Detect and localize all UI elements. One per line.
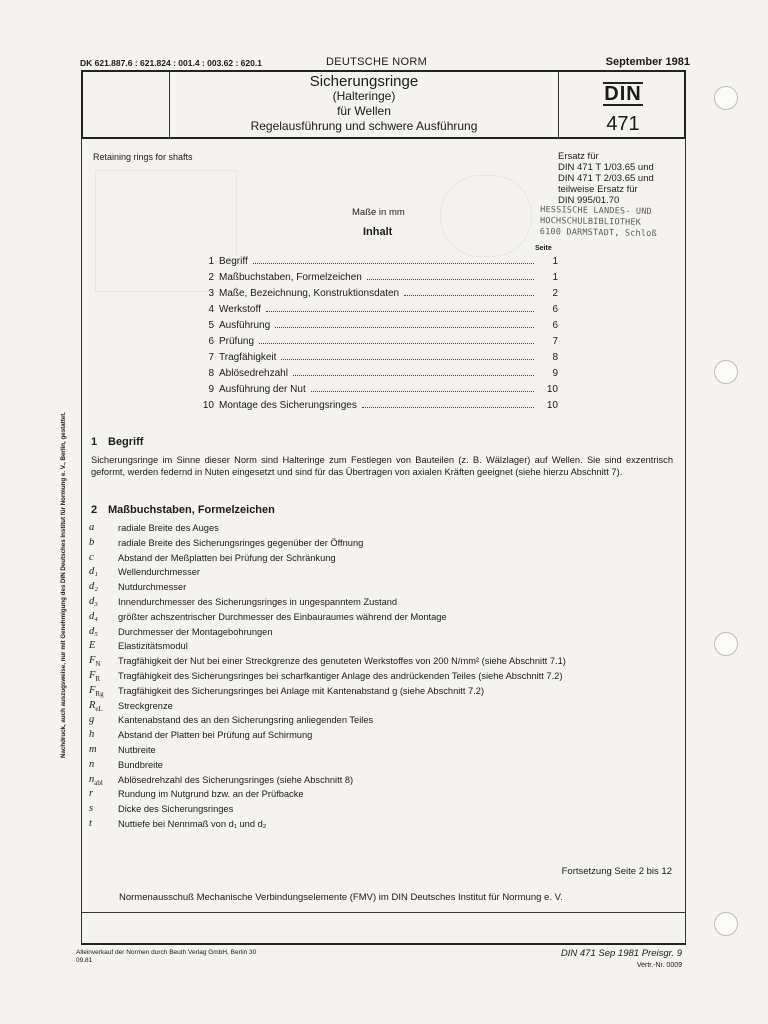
- symbol: s: [89, 803, 94, 815]
- symbol: $F_R$: [89, 669, 101, 684]
- symbol: $F_N$: [89, 655, 101, 669]
- toc-entry: [196, 368, 558, 384]
- section-title: Maßbuchstaben, Formelzeichen: [108, 504, 275, 516]
- replacement-note: [558, 151, 654, 206]
- toc-page: 8: [552, 352, 558, 363]
- replacement-line: DIN 995/01.70: [558, 195, 620, 206]
- symbol: d₄: [89, 610, 98, 622]
- symbol: h: [89, 729, 95, 741]
- subtitle-1: (Halteringe): [332, 89, 396, 103]
- replacement-line: DIN 471 T 1/03.65 und: [558, 162, 654, 173]
- vertr-number: Vertr.-Nr. 0009: [636, 962, 682, 969]
- toc-heading: Inhalt: [363, 226, 393, 238]
- symbol-entry: [89, 655, 669, 670]
- symbol-description: Abstand der Platten bei Prüfung auf Schirmung: [118, 730, 313, 741]
- stamp-line: HOCHSCHULBIBLIOTHEK: [539, 215, 642, 228]
- symbol-entry: [89, 640, 669, 655]
- symbol-entry: [89, 803, 669, 818]
- replacement-line: teilweise Ersatz für: [558, 184, 638, 195]
- sales-note: [76, 949, 256, 965]
- section-2-heading: [91, 504, 275, 516]
- toc-page: 1: [552, 272, 558, 283]
- symbol-entry: [89, 552, 669, 567]
- toc-page: 6: [552, 320, 558, 331]
- toc-title: Ausführung der Nut: [219, 384, 309, 395]
- toc-entry: [196, 400, 558, 416]
- toc-title: Ausführung: [219, 320, 273, 331]
- symbol-description: Tragfähigkeit der Nut bei einer Streckgrenze des genuteten Werkstoffes von 200 N/mm² (siehe Abschnitt 7.1): [118, 656, 566, 667]
- symbol-entry: [89, 744, 669, 759]
- symbol-description: Abstand der Meßplatten bei Prüfung der Schränkung: [118, 552, 336, 563]
- toc-title: Ablösedrehzahl: [219, 368, 291, 379]
- toc-number: 5: [208, 320, 214, 331]
- symbol-description: größter achszentrischer Durchmesser des Einbauraumes während der Montage: [118, 611, 447, 622]
- symbol: $n_{abl}$: [89, 773, 103, 787]
- symbol-description: Elastizitätsmodul: [118, 641, 188, 652]
- toc-entry: [196, 384, 558, 400]
- symbol: a: [89, 522, 95, 533]
- toc-leader-dots: [259, 343, 534, 344]
- stamp-line: 6100 DARMSTADT, Schloß: [539, 226, 657, 240]
- din-logo-text: DIN: [604, 83, 642, 105]
- reprint-notice: [60, 298, 70, 758]
- symbol: n: [89, 758, 95, 770]
- symbol-description: radiale Breite des Sicherungsringes gegenüber der Öffnung: [118, 537, 364, 548]
- symbol: $R_{eL}$: [89, 699, 103, 713]
- replacement-line: DIN 471 T 2/03.65 und: [558, 173, 654, 184]
- din-number: 471: [606, 113, 640, 135]
- symbol-description: Nutbreite: [118, 744, 156, 755]
- toc-number: 3: [208, 288, 214, 299]
- toc-leader-dots: [293, 375, 534, 376]
- symbol-description: Nutdurchmesser: [118, 582, 187, 593]
- dk-classification: DK 621.887.6 : 621.824 : 001.4 : 003.62 : 620.1: [80, 58, 262, 68]
- symbol-entry: [89, 537, 669, 552]
- toc-leader-dots: [281, 359, 534, 360]
- top-line: [80, 56, 690, 70]
- toc-page: 6: [552, 304, 558, 315]
- symbol-entry: [89, 670, 669, 685]
- toc-number: 7: [208, 352, 214, 363]
- units-note: Maße in mm: [352, 207, 405, 218]
- toc-number: 4: [208, 304, 214, 315]
- committee-line: Normenausschuß Mechanische Verbindungselemente (FMV) im DIN Deutsches Institut für Normung e. V.: [119, 892, 563, 903]
- toc-title: Tragfähigkeit: [219, 352, 279, 363]
- symbol-description: Wellendurchmesser: [118, 567, 200, 578]
- symbol: c: [89, 551, 94, 563]
- toc-entry: [196, 336, 558, 352]
- symbol-entry: [89, 685, 669, 700]
- stamp-line: HESSISCHE LANDES- UND: [540, 204, 652, 217]
- toc-number: 8: [208, 368, 214, 379]
- sales-line: Alleinverkauf der Normen durch Beuth Verlag GmbH, Berlin 30: [76, 949, 257, 956]
- toc-entry: [196, 304, 558, 320]
- toc-entry: [196, 272, 558, 288]
- symbol-entry: [89, 581, 669, 596]
- symbol: d₁: [89, 566, 98, 578]
- toc-title: Maße, Bezeichnung, Konstruktionsdaten: [219, 288, 402, 299]
- symbol: g: [89, 714, 95, 726]
- footer-frame: [81, 913, 686, 945]
- toc-leader-dots: [311, 391, 534, 392]
- symbol: m: [89, 743, 97, 755]
- punch-hole: [714, 912, 738, 936]
- punch-hole: [714, 632, 738, 656]
- symbol-entry: [89, 596, 669, 611]
- toc-leader-dots: [404, 295, 534, 296]
- symbol-entry: [89, 818, 669, 833]
- symbol-description: Streckgrenze: [118, 700, 173, 711]
- symbol: E: [89, 640, 96, 652]
- document-title: [171, 74, 557, 134]
- symbol-description: Ablösedrehzahl des Sicherungsringes (siehe Abschnitt 8): [118, 774, 354, 785]
- symbol-description: Tragfähigkeit des Sicherungsringes bei scharfkantiger Anlage des andrückenden Teiles (siehe Abschnitt 7.2): [118, 670, 563, 681]
- symbol-description: Innendurchmesser des Sicherungsringes in ungespanntem Zustand: [118, 596, 398, 607]
- symbol-description: Dicke des Sicherungsringes: [118, 804, 234, 815]
- toc-title: Werkstoff: [219, 304, 264, 315]
- symbol-entry: [89, 700, 669, 715]
- toc-entry: [196, 256, 558, 272]
- symbol-description: Nuttiefe bei Nennmaß von d₁ und d₂: [118, 818, 267, 829]
- section-1-heading: [91, 436, 143, 448]
- reprint-notice-text: Nachdruck, auch auszugsweise, nur mit Genehmigung des DIN Deutsches Institut für Normung e. V., Berlin, gestattet.: [60, 412, 67, 758]
- section-1-text: Sicherungsringe im Sinne dieser Norm sind Halteringe zum Festlegen von Bauteilen (z. B. Wälzlager) auf Wellen. Sie sind exzentrisch geformt, werden federnd in Nuten eingesetzt und sind für das Übertragen von axialen Kräften geeignet (siehe hierzu Abschnitt 7).: [91, 455, 673, 477]
- toc-entry: [196, 320, 558, 336]
- title-box: [81, 70, 686, 139]
- symbol: t: [89, 817, 92, 829]
- symbol-entry: [89, 788, 669, 803]
- symbol-entry: [89, 566, 669, 581]
- toc-page: 1: [552, 256, 558, 267]
- toc-page-label: Seite: [535, 245, 552, 252]
- symbol-list: [89, 522, 669, 833]
- library-stamp: [540, 205, 658, 240]
- toc-page: 10: [546, 384, 558, 395]
- symbol-description: Rundung im Nutgrund bzw. an der Prüfbacke: [118, 789, 304, 800]
- toc-entry: [196, 352, 558, 368]
- section-number: 2: [91, 504, 98, 516]
- toc-page: 7: [552, 336, 558, 347]
- toc-leader-dots: [362, 407, 534, 408]
- toc-page: 2: [552, 288, 558, 299]
- symbol: d₅: [89, 625, 98, 637]
- symbol-description: Bundbreite: [118, 759, 163, 770]
- symbol: d₂: [89, 581, 98, 593]
- symbol-description: Kantenabstand des an den Sicherungsring anliegenden Teiles: [118, 715, 374, 726]
- replacement-line: Ersatz für: [558, 151, 599, 162]
- section-number: 1: [91, 436, 98, 448]
- symbol: r: [89, 788, 94, 800]
- toc-title: Prüfung: [219, 336, 257, 347]
- norm-label: DEUTSCHE NORM: [326, 56, 428, 68]
- toc-page: 9: [552, 368, 558, 379]
- symbol-description: Durchmesser der Montagebohrungen: [118, 626, 273, 637]
- publication-date: September 1981: [605, 56, 690, 68]
- english-title: Retaining rings for shafts: [93, 152, 193, 162]
- symbol-entry: [89, 522, 669, 537]
- symbol-entry: [89, 611, 669, 626]
- subtitle-3: Regelausführung und schwere Ausführung: [250, 119, 478, 133]
- toc-title: Montage des Sicherungsringes: [219, 400, 360, 411]
- toc-title: Maßbuchstaben, Formelzeichen: [219, 272, 365, 283]
- toc-entry: [196, 288, 558, 304]
- subtitle-2: für Wellen: [337, 104, 391, 118]
- title: Sicherungsringe: [309, 73, 419, 90]
- toc-number: 2: [208, 272, 214, 283]
- symbol-entry: [89, 714, 669, 729]
- din-logo: [603, 82, 643, 134]
- toc-leader-dots: [275, 327, 534, 328]
- symbol-description: Tragfähigkeit des Sicherungsringes bei Anlage mit Kantenabstand g (siehe Abschnitt 7.2): [118, 685, 485, 696]
- toc-number: 9: [208, 384, 214, 395]
- toc-number: 6: [208, 336, 214, 347]
- punch-hole: [714, 360, 738, 384]
- symbol: $F_{Rg}$: [89, 684, 104, 698]
- toc-leader-dots: [266, 311, 534, 312]
- toc-number: 1: [208, 256, 214, 267]
- toc-title: Begriff: [219, 256, 251, 267]
- symbol-entry: [89, 729, 669, 744]
- toc-page: 10: [546, 400, 558, 411]
- toc-leader-dots: [253, 263, 534, 264]
- din-cell: [558, 72, 684, 137]
- document-reference: DIN 471 Sep 1981 Preisgr. 9: [560, 948, 682, 959]
- symbol: b: [89, 536, 95, 548]
- symbol-entry: [89, 774, 669, 789]
- symbol-entry: [89, 626, 669, 641]
- symbol: d₃: [89, 595, 98, 607]
- symbol-description: radiale Breite des Auges: [118, 523, 219, 533]
- symbol-entry: [89, 759, 669, 774]
- table-of-contents: [196, 256, 558, 416]
- continuation-note: Fortsetzung Seite 2 bis 12: [561, 866, 672, 877]
- punch-hole: [714, 86, 738, 110]
- section-title: Begriff: [108, 436, 144, 448]
- title-box-left-cell: [83, 72, 170, 137]
- toc-number: 10: [202, 400, 214, 411]
- toc-leader-dots: [367, 279, 534, 280]
- sales-date: 09.81: [76, 957, 93, 964]
